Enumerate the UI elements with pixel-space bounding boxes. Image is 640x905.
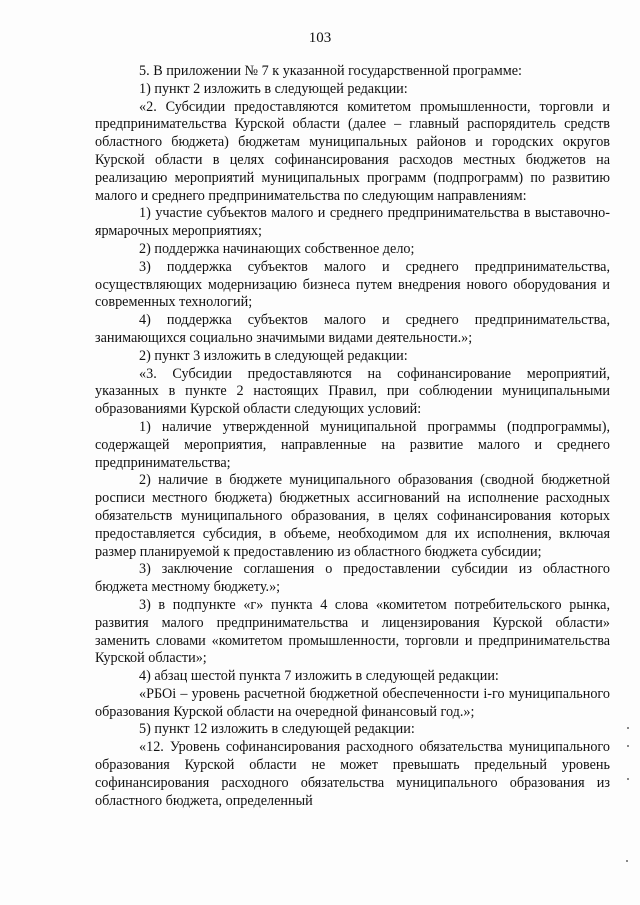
paragraph: 2) наличие в бюджете муниципального образования (сводной бюджетной росписи местного бюджета) бюджетных ассигнований на исполнение расходных обязательств муниципального образования, в целях софинансирования которых предоставляется субсидия, в объеме, необходимом для их исполнения, включая размер планируемой к предоставлению из областного бюджета субсидии; xyxy=(95,472,610,560)
scan-speck xyxy=(627,778,629,780)
paragraph: «12. Уровень софинансирования расходного обязательства муниципального образования Курской области не может превышать предельный уровень софинансирования расходного обязательства муниципального образования из областного бюджета, определенный xyxy=(95,739,610,809)
paragraph: 4) поддержка субъектов малого и среднего предпринимательства, занимающихся социально значимыми видами деятельности.»; xyxy=(95,312,610,346)
scan-speck xyxy=(626,860,628,862)
paragraph: «3. Субсидии предоставляются на софинансирование мероприятий, указанных в пункте 2 настоящих Правил, при соблюдении муниципальными образованиями Курской области следующих условий: xyxy=(95,365,610,418)
paragraph: 2) пункт 3 изложить в следующей редакции: xyxy=(139,347,408,364)
paragraph: 3) заключение соглашения о предоставлении субсидии из областного бюджета местному бюджету.»; xyxy=(95,561,610,596)
paragraph: 5) пункт 12 изложить в следующей редакции: xyxy=(139,721,415,738)
paragraph: 3) поддержка субъектов малого и среднего предпринимательства, осуществляющих модернизацию бизнеса путем внедрения нового оборудования и современных технологий; xyxy=(95,258,610,311)
paragraph: 1) наличие утвержденной муниципальной программы (подпрограммы), содержащей мероприятия, направленные на развитие малого и среднего предпринимательства; xyxy=(95,418,610,471)
document-body xyxy=(95,63,610,810)
paragraph: 4) абзац шестой пункта 7 изложить в следующей редакции: xyxy=(139,668,499,685)
paragraph: «2. Субсидии предоставляются комитетом промышленности, торговли и предпринимательства Курской области (далее – главный распорядитель средств областного бюджета) бюджетам муниципальных районов и городских округов Курской области в целях софинансирования расходов местных бюджетов на реализацию мероприятий муниципальных программ (подпрограмм) по развитию малого и среднего предпринимательства по следующим направлениям: xyxy=(95,98,610,204)
paragraph: «РБОi – уровень расчетной бюджетной обеспеченности i-го муниципального образования Курской области на очередной финансовый год.»; xyxy=(95,685,610,720)
paragraph: 5. В приложении № 7 к указанной государственной программе: xyxy=(139,63,522,79)
paragraph: 3) в подпункте «г» пункта 4 слова «комитетом потребительского рынка, развития малого предпринимательства и лицензирования Курской области» заменить словами «комитетом промышленности, торговли и предпринимательства Курской области»; xyxy=(95,596,610,667)
paragraph: 1) участие субъектов малого и среднего предпринимательства в выставочно-ярмарочных мероприятиях; xyxy=(95,205,610,240)
paragraph: 2) поддержка начинающих собственное дело; xyxy=(139,240,415,257)
scan-speck xyxy=(627,745,629,747)
paragraph: 1) пункт 2 изложить в следующей редакции: xyxy=(139,80,408,97)
page-number: 103 xyxy=(308,30,332,46)
scan-speck xyxy=(627,727,629,729)
